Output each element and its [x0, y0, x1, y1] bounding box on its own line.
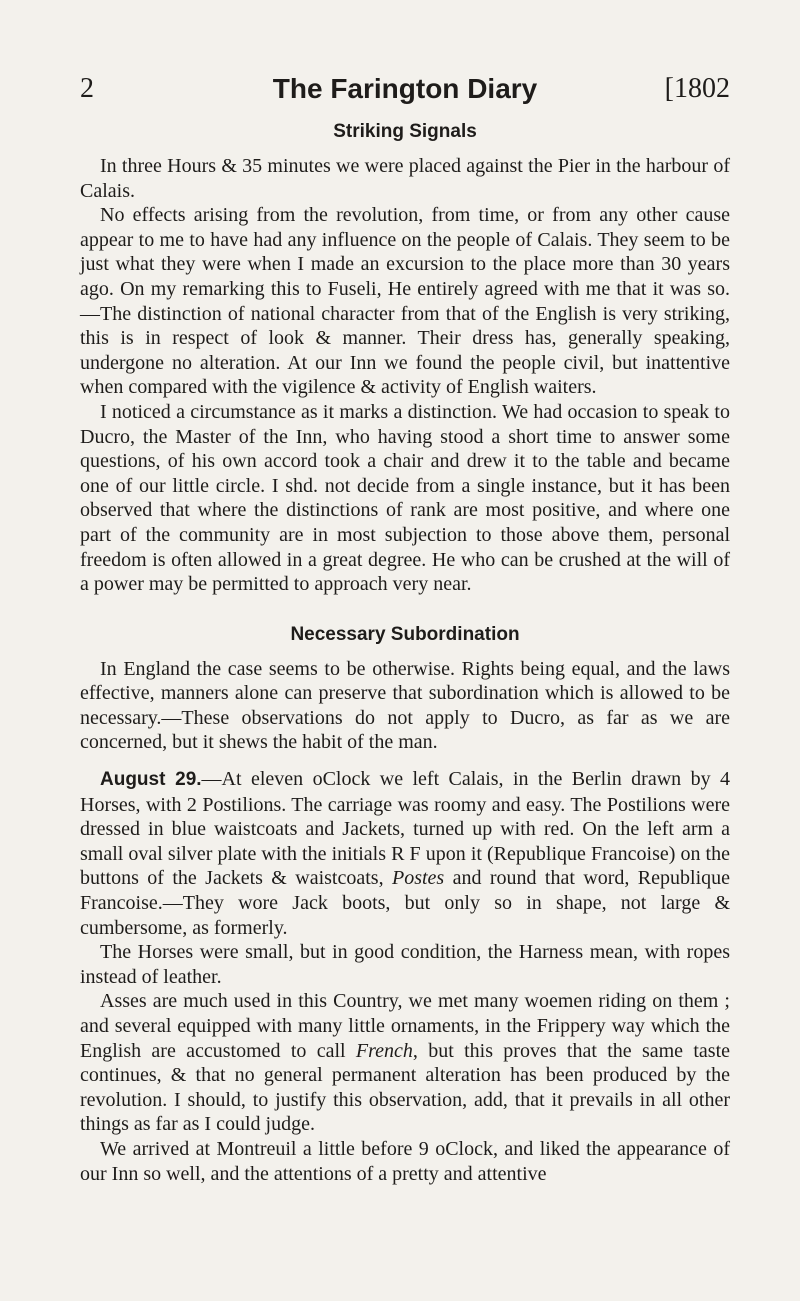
paragraph-horses: The Horses were small, but in good condition, the Harness mean, with ropes instead of leather. [80, 941, 730, 988]
paragraph-england: In England the case seems to be otherwise. Rights being equal, and the laws effective, manners alone can preserve that subordination which is allowed to be necessary.—These observations do not apply to Ducro, as far as we are concerned, but it shews the habit of the man. [80, 657, 730, 754]
paragraph-asses-text-a: Asses are much used in this Country, we met many woemen riding on them ; and several equipped with many little ornaments, in the Frippery way which the English are accustomed to call [80, 990, 730, 1062]
date-label: August 29. [100, 769, 202, 791]
paragraph-no-effects: No effects arising from the revolution, from time, or from any other cause appear to me to have had any influence on the people of Calais. They seem to be just what they were when I made an excursion to the place more than 30 years ago. On my remarking this to Fuseli, He entirely agreed with me that it was so.—The distinction of national character from that of the English is very striking, this is in respect of look & manner. Their dress has, generally speaking, undergone no alteration. At our Inn we found the people civil, but inattentive when compared with the vigilence & activity of English waiters. [80, 204, 730, 399]
book-title: The Farington Diary [272, 73, 538, 104]
paragraph-august-29 [80, 767, 730, 940]
section-heading-striking-signals: Striking Signals [333, 121, 477, 142]
paragraph-august-29-text-a: —At eleven oClock we left Calais, in the Berlin drawn by 4 Horses, with 2 Postilions. The carriage was roomy and easy. The Postilions were dressed in blue waistcoats and Jackets, turned up with red. On the left arm a small oval silver plate with the initials R F upon it (Republique Francoise) on the buttons of the Jackets & waistcoats, [80, 768, 730, 890]
paragraph-august-29-text-b: and round that word, Republique Francoise.—They wore Jack boots, but only so in shape, not large & cumbersome, as formerly. [80, 867, 731, 939]
paragraph-montreuil: We arrived at Montreuil a little before 9 oClock, and liked the appearance of our Inn so well, and the attentions of a pretty and attentive [80, 1137, 730, 1185]
paragraph-arrival: In three Hours & 35 minutes we were placed against the Pier in the harbour of Calais. [80, 155, 730, 202]
italic-french: French [355, 1039, 413, 1062]
italic-postes: Postes [391, 867, 445, 890]
paragraph-asses-text-b: , but this proves that the same taste continues, & that no general permanent alteration has been produced by the revolution. I should, to justify this observation, add, that it prevails in all other things as far as I could judge. [80, 1039, 731, 1136]
paragraph-asses [80, 989, 730, 1137]
section-heading-necessary-subordination: Necessary Subordination [290, 623, 520, 645]
page-number: 2 [80, 73, 94, 104]
running-head [80, 72, 730, 108]
year-tag: [1802 [664, 73, 730, 104]
paragraph-circumstance: I noticed a circumstance as it marks a distinction. We had occasion to speak to Ducro, the Master of the Inn, who having stood a short time to answer some questions, of his own accord took a chair and drew it to the table and became one of our little circle. I shd. not decide from a single instance, but it has been observed that where the distinctions of rank are most positive, and where one part of the community are in most subjection to those above them, personal freedom is often allowed in a great degree. He who can be crushed at the will of a power may be permitted to approach very near. [80, 400, 730, 596]
